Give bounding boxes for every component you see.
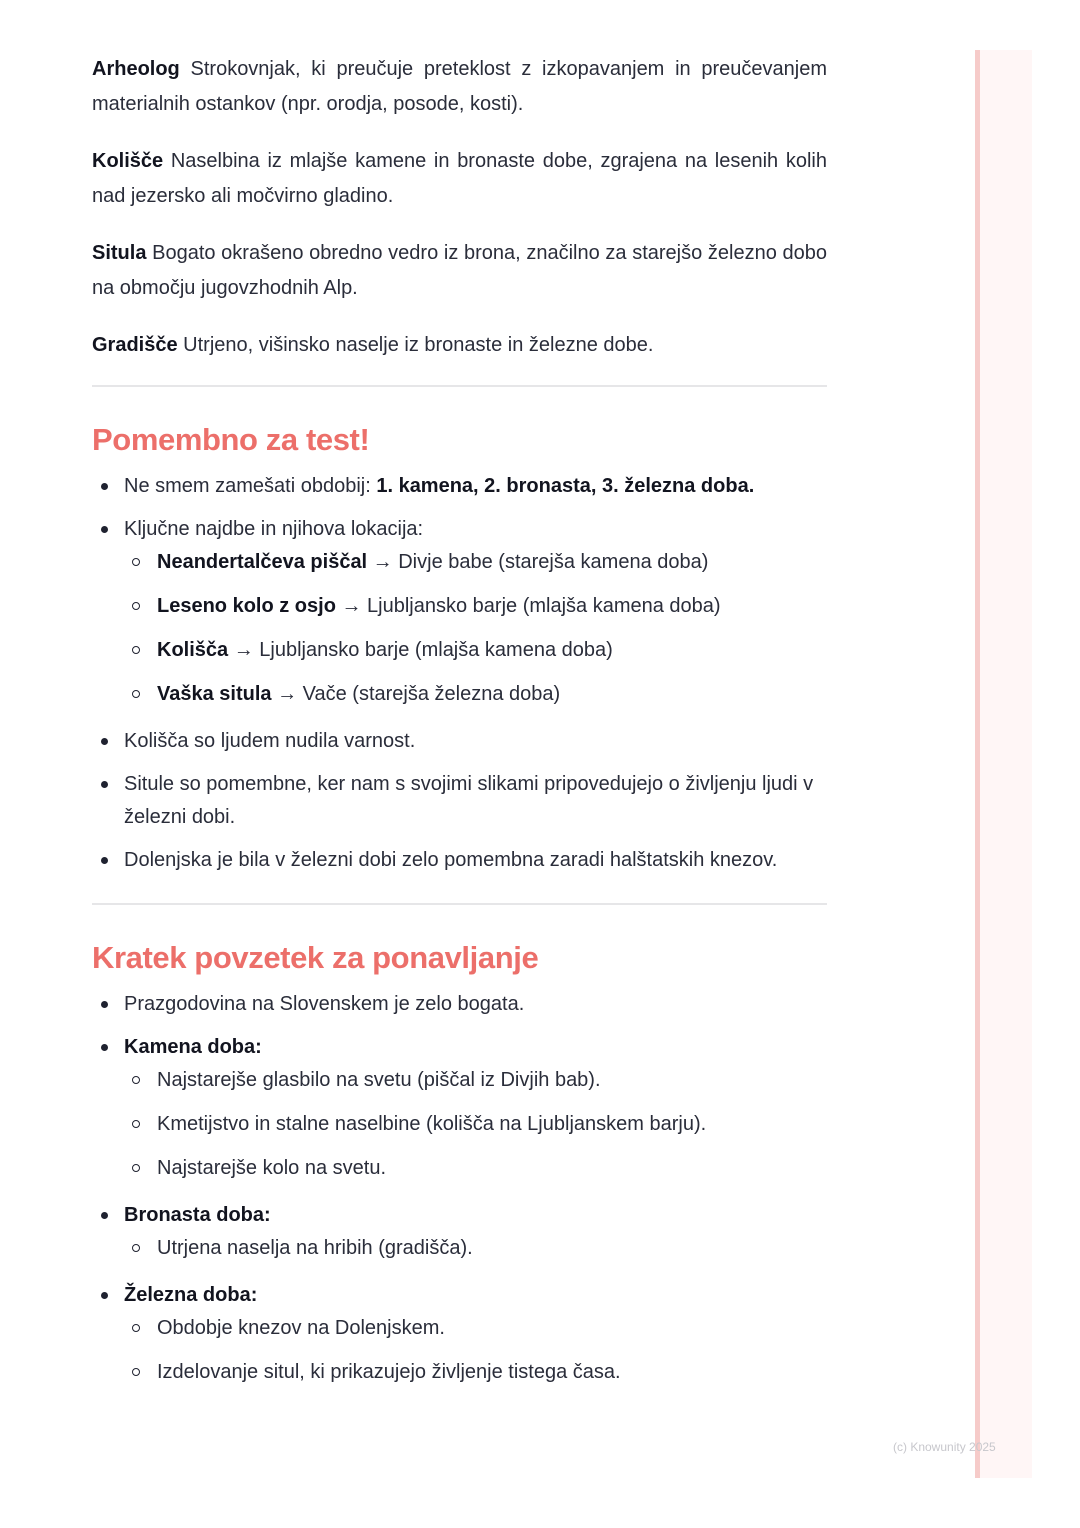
list-item: Dolenjska je bila v železni dobi zelo pomembna zaradi halštatskih knezov.: [92, 844, 827, 877]
finds-intro: Ključne najdbe in njihova lokacija:: [124, 518, 424, 540]
definition-arheolog: [92, 52, 827, 122]
definition-kolisce: [92, 144, 827, 214]
find-name: Vaška situla: [157, 683, 272, 705]
sub-item: [124, 678, 827, 711]
list-item: Prazgodovina na Slovenskem je zelo bogata.: [92, 988, 827, 1021]
find-location: → Ljubljansko barje (mlajša kamena doba): [228, 639, 613, 661]
sub-item: [124, 590, 827, 623]
definition-text: Utrjeno, višinsko naselje iz bronaste in železne dobe.: [177, 334, 654, 356]
periods-prefix: Ne smem zamešati obdobij:: [124, 475, 377, 497]
sub-item: Najstarejše glasbilo na svetu (piščal iz Divjih bab).: [124, 1064, 827, 1097]
sub-item: Najstarejše kolo na svetu.: [124, 1152, 827, 1185]
find-name: Kolišča: [157, 639, 229, 661]
period-label: Bronasta doba:: [124, 1204, 271, 1226]
definition-situla: [92, 236, 827, 306]
definition-text: Bogato okrašeno obredno vedro iz brona, značilno za starejšo železno dobo na območju jugovzhodnih Alp.: [92, 242, 827, 299]
definition-gradisce: [92, 328, 827, 363]
bronze-sublist: [124, 1232, 827, 1265]
finds-sublist: [124, 546, 827, 711]
sub-item: Utrjena naselja na hribih (gradišča).: [124, 1232, 827, 1265]
definition-term: Arheolog: [92, 58, 180, 80]
definition-text: Naselbina iz mlajše kamene in bronaste dobe, zgrajena na lesenih kolih nad jezersko ali močvirno gladino.: [92, 150, 827, 207]
document-content: [92, 52, 827, 1403]
list-item-finds: [92, 513, 827, 711]
section-divider: [92, 385, 827, 387]
list-item-stone-age: [92, 1031, 827, 1185]
definition-text: Strokovnjak, ki preučuje preteklost z izkopavanjem in preučevanjem materialnih ostankov (npr. orodja, posode, kosti).: [92, 58, 827, 115]
find-name: Leseno kolo z osjo: [157, 595, 336, 617]
sub-item: Kmetijstvo in stalne naselbine (kolišča na Ljubljanskem barju).: [124, 1108, 827, 1141]
definition-term: Gradišče: [92, 334, 178, 356]
section-divider: [92, 903, 827, 905]
list-item: Kolišča so ljudem nudila varnost.: [92, 725, 827, 758]
margin-sidebar: [975, 50, 1032, 1478]
list-item-periods: [92, 470, 827, 503]
find-name: Neandertalčeva piščal: [157, 551, 368, 573]
sub-item: Izdelovanje situl, ki prikazujejo življenje tistega časa.: [124, 1356, 827, 1389]
period-label: Železna doba:: [124, 1284, 258, 1306]
margin-line: [975, 50, 980, 1478]
definition-term: Situla: [92, 242, 147, 264]
summary-heading: Kratek povzetek za ponavljanje: [92, 940, 539, 975]
stone-sublist: [124, 1064, 827, 1185]
find-location: → Vače (starejša železna doba): [271, 683, 561, 705]
periods-bold: 1. kamena, 2. bronasta, 3. železna doba.: [376, 475, 755, 497]
list-item-iron-age: [92, 1279, 827, 1389]
copyright-notice: (c) Knowunity 2025: [893, 1440, 996, 1454]
summary-list: [92, 988, 827, 1389]
iron-sublist: [124, 1312, 827, 1389]
sub-item: [124, 634, 827, 667]
period-label: Kamena doba:: [124, 1036, 262, 1058]
sub-item: [124, 546, 827, 579]
sub-item: Obdobje knezov na Dolenjskem.: [124, 1312, 827, 1345]
find-location: → Ljubljansko barje (mlajša kamena doba): [335, 595, 721, 617]
definition-term: Kolišče: [92, 150, 164, 172]
find-location: → Divje babe (starejša kamena doba): [367, 551, 709, 573]
list-item-bronze-age: [92, 1199, 827, 1265]
list-item: Situle so pomembne, ker nam s svojimi slikami pripovedujejo o življenju ljudi v železni dobi.: [92, 768, 827, 834]
test-list: [92, 470, 827, 877]
test-heading: Pomembno za test!: [92, 422, 370, 457]
